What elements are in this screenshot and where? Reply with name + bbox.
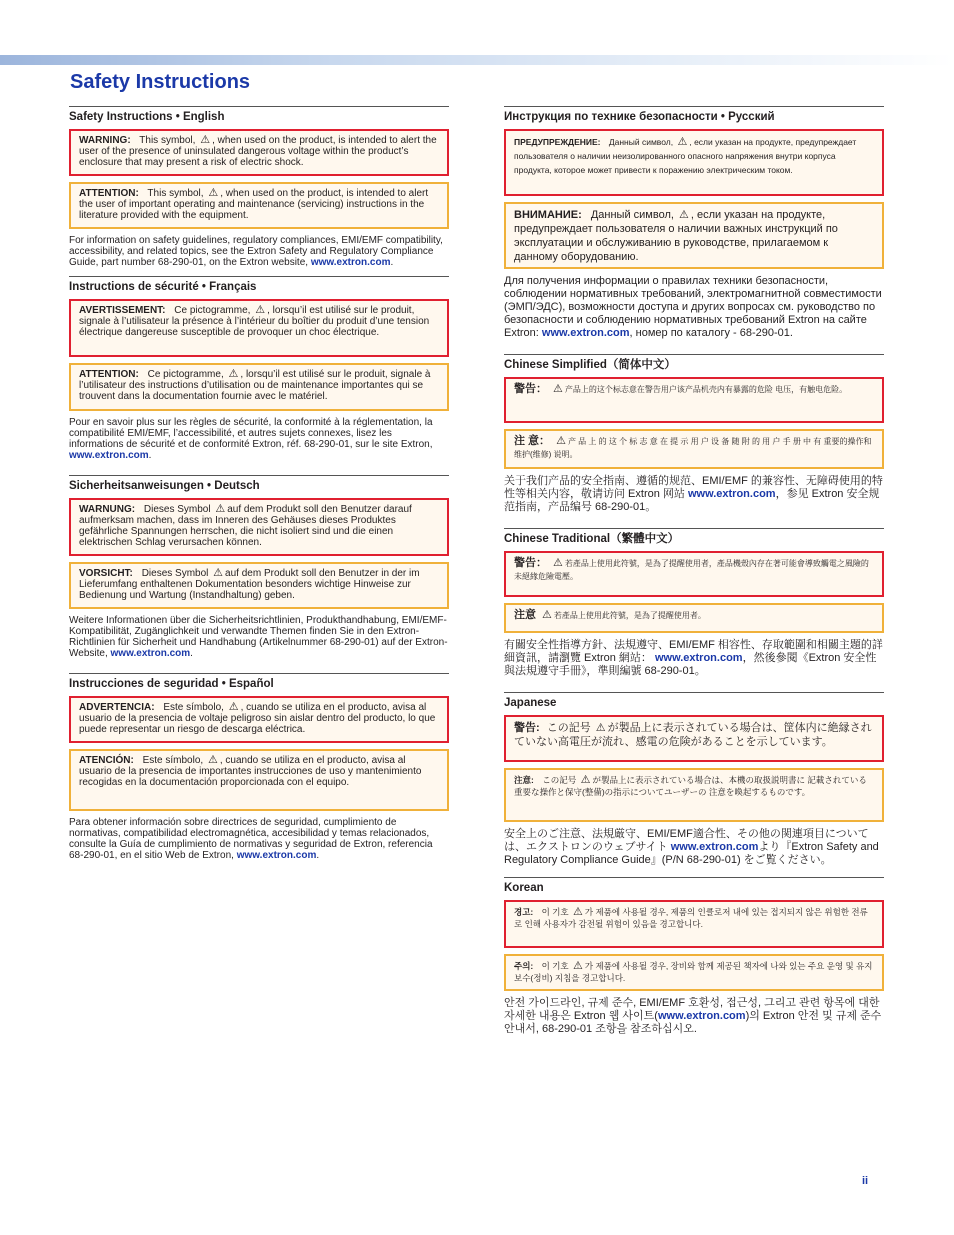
extron-link[interactable]: www.extron.com <box>541 327 630 339</box>
info-paragraph: 关于我们产品的安全指南、遵循的规范、EMI/EMF 的兼容性、无障碍使用的特性等相关内容，敬请访问 Extron 网站 www.extron.com，参见 Extron 安全规范指南，产品编号 68-290-01。 <box>504 475 883 513</box>
attention-text: This symbol, <box>147 188 204 199</box>
warning-triangle-icon: ⚠ <box>200 134 211 146</box>
warning-triangle-icon: ⚠ <box>556 435 566 447</box>
warning-text: , lorsqu’il est utilisé sur le produit, signale à l’utilisateur la présence à l’intérieur du boîtier du produit d’une tension électrique dangereuse susceptible de provoquer un choc électrique. <box>79 305 430 338</box>
attention-box <box>504 768 884 822</box>
attention-text: Данный символ, <box>590 209 674 221</box>
warning-text: , cuando se utiliza en el producto, avisa al usuario de la presencia de voltaje peligroso sin aislar dentro del producto, lo que puede representar un riesgo de descarga eléctrica. <box>79 702 436 735</box>
warning-box <box>69 498 449 556</box>
info-paragraph: 안전 가이드라인, 규제 준수, EMI/EMF 호환성, 접근성, 그리고 관련 항목에 대한 자세한 내용은 Extron 웹 사이트(www.extron.com)의 Extron 안전 및 규제 준수 안내서, 68-290-01 조항을 참조하십시오. <box>504 997 882 1035</box>
warning-triangle-icon: ⚠ <box>542 609 552 621</box>
attention-text: , lorsqu’il est utilisé sur le produit, signale à l’utilisateur des instructions d’utilisation ou de maintenance importantes qui se trouvent dans la documentation fournie avec le matériel. <box>79 369 431 402</box>
warning-box <box>504 715 884 762</box>
extron-link[interactable]: www.extron.com <box>654 652 743 664</box>
attention-label: 주의: <box>514 961 534 971</box>
warning-text: , если указан на продукте, предупреждает пользователя о наличии неизолированного опасного напряжения внутри корпуса продукта, которое может привести к поражению электрическим током. <box>514 137 857 175</box>
attention-text: , если указан на продукте, предупреждает пользователя о наличии важных инструкций по эксплуатации и обслуживанию в руководстве, прилагаемом к данному оборудованию. <box>514 209 838 263</box>
warning-text: が製品上に表示されている場合は、筐体内に絶縁されていない高電圧が流れ、感電の危険があることを示しています。 <box>514 722 872 748</box>
warning-text: This symbol, <box>139 135 196 146</box>
attention-text: Dieses Symbol <box>141 568 209 579</box>
attention-text: この記号 <box>542 775 577 785</box>
warning-box <box>69 129 449 176</box>
section-spanish <box>69 673 449 861</box>
warning-triangle-icon: ⚠ <box>679 209 689 221</box>
section-heading: Chinese Simplified（简体中文） <box>504 359 676 371</box>
section-chinese-traditional <box>504 528 884 678</box>
extron-link[interactable]: www.extron.com <box>687 488 776 500</box>
warning-label: 警告： <box>514 557 547 569</box>
section-heading: Instructions de sécurité • Français <box>69 281 257 293</box>
attention-text: , cuando se utiliza en el producto, avisa al usuario de la presencia de importantes instrucciones de uso y mantenimiento recogidas en la documentación proporcionada con el equipo. <box>79 755 422 788</box>
section-heading: Korean <box>504 882 544 894</box>
attention-label: 注意: <box>514 775 534 785</box>
warning-triangle-icon: ⚠ <box>677 136 688 148</box>
section-heading: Safety Instructions • English <box>69 111 225 123</box>
extron-link[interactable]: www.extron.com <box>69 450 149 461</box>
attention-text: 가 제품에 사용될 경우, 장비와 함께 제공된 책자에 나와 있는 주요 운영 및 유지보수(정비) 지침을 경고합니다. <box>514 961 873 983</box>
warning-text: auf dem Produkt soll den Benutzer darauf aufmerksam machen, dass im Inneren des Gehäuses dieses Produktes gefährliche Spannungen herrschen, die nicht isoliert sind und die einen elektrischen Schlag verursachen können. <box>79 504 412 548</box>
warning-label: WARNUNG: <box>79 504 136 515</box>
section-english <box>69 106 449 268</box>
warning-text: Este símbolo, <box>163 702 224 713</box>
warning-box <box>69 299 449 357</box>
attention-box <box>504 429 884 469</box>
warning-text: 이 기호 <box>541 907 569 917</box>
attention-text: 产 品 上 的 这 个 标 志 意 在 提 示 用 户 设 备 随 附 的 用 户 手 册 中 有 重要的操作和维护(维修) 说明。 <box>514 437 872 459</box>
warning-label: 警告: <box>514 722 540 734</box>
section-heading: Sicherheitsanweisungen • Deutsch <box>69 480 260 492</box>
section-japanese <box>504 692 884 867</box>
warning-text: 若產品上使用此符號，是為了提醒使用者，產品機殼內存在著可能會導致觸電之風險的未絕緣危險電壓。 <box>514 559 869 581</box>
attention-text: 이 기호 <box>541 961 569 971</box>
page-number: ii <box>862 1175 869 1187</box>
warning-text: Dieses Symbol <box>143 504 211 515</box>
section-korean <box>504 877 884 1036</box>
section-heading: Instrucciones de seguridad • Español <box>69 678 274 690</box>
warning-text: 가 제품에 사용될 경우, 제품의 인클로저 내에 있는 접지되지 않은 위험한 전류로 인해 사용자가 감전될 위험이 있음을 경고합니다. <box>514 907 868 929</box>
attention-box <box>69 363 449 411</box>
header-gradient-bar <box>0 55 954 65</box>
attention-text: auf dem Produkt soll den Benutzer in der im Lieferumfang enthaltenen Dokumentation besonders wichtige Hinweise zur Bedienung und Wartung (Instandhaltung) geben. <box>79 568 420 601</box>
section-chinese-simplified <box>504 354 884 514</box>
warning-label: ПРЕДУПРЕЖДЕНИЕ: <box>514 137 601 147</box>
warning-label: WARNING: <box>79 135 131 146</box>
section-german <box>69 475 449 659</box>
warning-box <box>504 900 884 948</box>
warning-box <box>504 129 884 196</box>
attention-box <box>504 202 884 269</box>
warning-box <box>504 377 884 423</box>
warning-text: , when used on the product, is intended to alert the user of the presence of uninsulated dangerous voltage within the product’s enclosure that may present a risk of electric shock. <box>79 135 437 168</box>
warning-triangle-icon: ⚠ <box>553 383 563 395</box>
warning-label: 경고: <box>514 907 534 917</box>
warning-text: Данный символ, <box>608 137 674 147</box>
warning-box <box>69 696 449 743</box>
extron-link[interactable]: www.extron.com <box>236 850 317 861</box>
attention-label: ATENCIÓN: <box>79 755 134 766</box>
extron-link[interactable]: www.extron.com <box>310 257 391 268</box>
warning-triangle-icon: ⚠ <box>207 754 218 766</box>
info-paragraph: Weitere Informationen über die Sicherheitsrichtlinien, Produkthandhabung, EMI/EMF-Kompatibilität, Zugänglichkeit und verwandte Themen finden Sie in den Extron-Richtlinien für Sicherheit und Handhabung (Artikelnummer 68-290-01) auf der Extron-Website, www.extron.com. <box>69 615 448 659</box>
attention-label: 注意 <box>514 609 536 621</box>
warning-label: ADVERTENCIA: <box>79 702 155 713</box>
warning-triangle-icon: ⚠ <box>208 187 219 199</box>
attention-text: 若產品上使用此符號，是為了提醒使用者。 <box>553 611 706 620</box>
warning-triangle-icon: ⚠ <box>228 368 239 380</box>
warning-label: 警告： <box>514 383 547 395</box>
warning-text: この記号 <box>546 722 591 734</box>
attention-label: VORSICHT: <box>79 568 133 579</box>
warning-text: Ce pictogramme, <box>174 305 251 316</box>
warning-triangle-icon: ⚠ <box>215 503 226 515</box>
attention-text: Ce pictogramme, <box>147 369 224 380</box>
attention-box <box>504 603 884 633</box>
attention-label: ВНИМАНИЕ: <box>514 209 582 221</box>
attention-box <box>504 954 884 991</box>
attention-text: が製品上に表示されている場合は、本機の取扱説明書に 記載されている重要な操作と保守(整備)の指示についてユーザーの 注意を喚起するものです。 <box>514 775 867 797</box>
info-paragraph: Pour en savoir plus sur les règles de sécurité, la conformité à la réglementation, la compatibilité EMI/EMF, l’accessibilité, et autres sujets connexes, lisez les informations de sécurité et de conformité Extron, réf. 68-290-01, sur le site Extron, www.extron.com. <box>69 417 433 461</box>
attention-text: Este símbolo, <box>142 755 204 766</box>
warning-label: AVERTISSEMENT: <box>79 305 166 316</box>
info-paragraph: 安全上のご注意、法規厳守、EMI/EMF適合性、その他の関連項目については、エクストロンのウェブサイト www.extron.comより『Extron Safety and Regulatory Compliance Guide』(P/N 68-290-01) をご覧ください。 <box>504 828 879 866</box>
warning-triangle-icon: ⚠ <box>573 906 583 918</box>
attention-box <box>69 562 449 609</box>
section-heading: Chinese Traditional（繁體中文） <box>504 533 680 545</box>
info-paragraph: Para obtener información sobre directrices de seguridad, cumplimiento de normativas, compatibilidad electromagnética, accesibilidad y temas relacionados, consulte la Guía de cumplimiento de normativas y seguridad de Extron, referencia 68-290-01, en el sitio Web de Extron, www.extron.com. <box>69 817 433 861</box>
info-paragraph: 有關安全性指導方針、法規遵守、EMI/EMF 相容性、存取範圍和相關主題的詳細資訊，請瀏覽 Extron 網站： www.extron.com，然後參閱《Extron 安全性與法規遵守手冊》，準則編號 68-290-01。 <box>504 639 883 677</box>
warning-triangle-icon: ⚠ <box>573 960 583 972</box>
left-column <box>69 106 449 869</box>
right-column <box>504 106 884 1044</box>
attention-box <box>69 182 449 229</box>
attention-label: ATTENTION: <box>79 369 139 380</box>
warning-triangle-icon: ⚠ <box>213 567 224 579</box>
info-paragraph: Для получения информации о правилах техники безопасности, соблюдении нормативных требований, электромагнитной совместимости (ЭМП/ЭДС), возможности доступа и других вопросах см. руководство по безопасности и соблюдению нормативных требований Extron на сайте Extron: www.extron.com, номер по каталогу - 68-290-01. <box>504 275 882 339</box>
attention-text: , when used on the product, is intended to alert the user of important operating and maintenance (servicing) instructions in the literature provided with the equipment. <box>79 188 429 221</box>
warning-box <box>504 551 884 597</box>
section-heading: Japanese <box>504 697 557 709</box>
extron-link[interactable]: www.extron.com <box>110 648 191 659</box>
attention-label: 注 意： <box>514 435 551 447</box>
warning-triangle-icon: ⚠ <box>580 774 591 786</box>
attention-box <box>69 749 449 811</box>
warning-triangle-icon: ⚠ <box>595 722 606 734</box>
warning-triangle-icon: ⚠ <box>228 701 239 713</box>
section-russian <box>504 106 884 340</box>
warning-triangle-icon: ⚠ <box>255 304 266 316</box>
warning-triangle-icon: ⚠ <box>553 557 563 569</box>
info-paragraph: For information on safety guidelines, regulatory compliances, EMI/EMF compatibility, accessibility, and related topics, see the Extron Safety and Regulatory Compliance Guide, part number 68-290-01, on the Extron website, www.extron.com. <box>69 235 443 268</box>
warning-text: 产品上的这个标志意在警告用户该产品机壳内有暴露的危险 电压，有触电危险。 <box>564 385 848 394</box>
page-title: Safety Instructions <box>70 71 251 93</box>
section-french <box>69 276 449 461</box>
section-heading: Инструкция по технике безопасности • Русский <box>504 111 775 123</box>
extron-link[interactable]: www.extron.com <box>657 1010 746 1022</box>
attention-label: ATTENTION: <box>79 188 139 199</box>
extron-link[interactable]: www.extron.com <box>670 841 759 853</box>
